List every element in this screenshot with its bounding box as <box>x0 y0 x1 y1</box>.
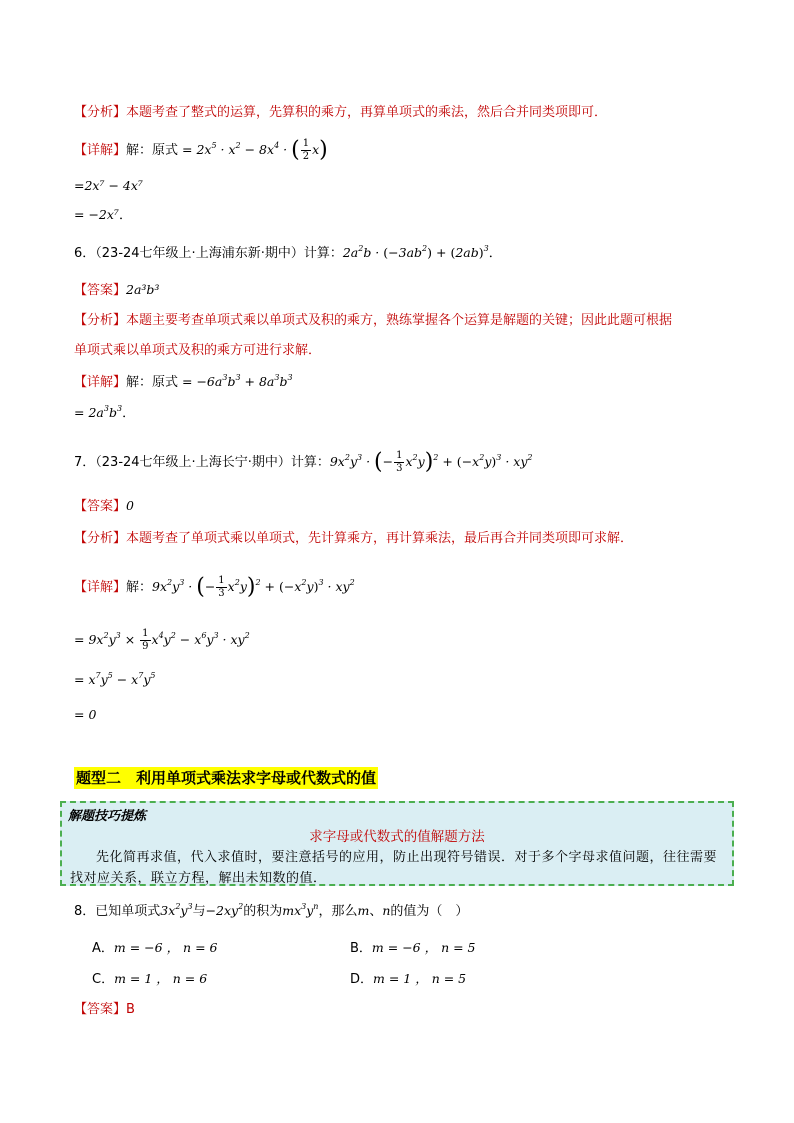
p6-number: 6． <box>74 246 96 261</box>
p7-source: （23-24七年级上·上海长宁·期中）计算： <box>95 455 330 470</box>
p6-detail-prefix: 解：原式 <box>126 375 179 390</box>
analysis-tag: 【分析】 <box>74 313 127 328</box>
tips-box <box>60 801 734 886</box>
p6-analysis-line1 <box>74 312 672 330</box>
answer-tag: 【答案】 <box>74 1002 127 1017</box>
analysis-tag: 【分析】 <box>74 531 127 546</box>
p6-expression: $2a^2b \cdot (-3ab^2) + (2ab)^3$ <box>342 244 489 260</box>
tips-body: 先化简再求值，代入求值时，要注意括号的应用，防止出现符号错误．对于多个字母求值问题，往往需要找对应关系，联立方程，解出未知数的值． <box>70 850 718 886</box>
p5-analysis <box>74 104 607 122</box>
p7-final: = 0 <box>74 707 97 722</box>
p5-expression: = $2x^5 \cdot x^2 - 8x^4$ · ( $\frac{1}{2}$ x) <box>178 137 328 163</box>
p8-question: 8．已知单项式$3x^2y^3$与$-2xy^2$的积为$mx^3y^n$，那么m、n的值为（ ） <box>74 902 469 919</box>
p7-answer-line <box>74 497 134 516</box>
p6-source: （23-24七年级上·上海浦东新·期中）计算： <box>95 246 343 261</box>
p7-answer: 0 <box>126 498 134 513</box>
tips-title: 求字母或代数式的值解题方法 <box>309 829 485 845</box>
p6-detail-expression: = $-6a^3b^3 + 8a^3b^3$ <box>178 373 293 389</box>
answer-tag: 【答案】 <box>74 499 127 514</box>
p5-step2: =2x⁷ − 4x⁷ <box>74 178 143 193</box>
p7-analysis <box>74 530 633 548</box>
p6-detail <box>74 373 293 392</box>
p6-analysis-line2 <box>74 342 321 360</box>
p8-option-a[interactable]: A．m = −6 ， n = 6 <box>92 940 218 956</box>
p7-step2: = $9x^2y^3$ × $\frac{1}{9}$ $x^4y^2 - x^6y^3 \cdot xy^2$ <box>74 628 250 652</box>
p7-analysis-text: 本题考查了单项式乘以单项式，先计算乘方，再计算乘法，最后再合并同类项即可求解． <box>126 531 634 546</box>
p6-answer: 2a³b³ <box>126 282 160 297</box>
p7-question <box>74 450 533 475</box>
section-title: 题型二 利用单项式乘法求字母或代数式的值 <box>76 769 377 787</box>
p5-detail-prefix: 解：原式 <box>126 143 179 158</box>
p7-number: 7． <box>74 455 96 470</box>
p6-analysis-text-2: 单项式乘以单项式及积的乘方可进行求解． <box>74 343 322 358</box>
p8-answer-line <box>74 1001 135 1019</box>
p8-option-c[interactable]: C．m = 1 ， n = 6 <box>92 971 208 987</box>
p8-option-b[interactable]: B．m = −6 ， n = 5 <box>350 940 476 956</box>
p7-detail <box>74 575 355 600</box>
p7-detail-prefix: 解： <box>126 580 153 595</box>
answer-tag: 【答案】 <box>74 283 127 298</box>
tips-heading: 解题技巧提炼 <box>68 809 147 824</box>
analysis-tag: 【分析】 <box>74 105 127 120</box>
detail-tag: 【详解】 <box>74 375 127 390</box>
p8-answer: B <box>126 1002 135 1017</box>
p7-detail-expression: $9x^2y^3$ · (− $\frac{1}{3}$ $x^2y)^2 + (-x^2y)^3 \cdot xy^2$ <box>152 574 355 600</box>
p6-result: = $2a^3b^3$． <box>74 404 136 421</box>
detail-tag: 【详解】 <box>74 580 127 595</box>
p5-analysis-text: 本题考查了整式的运算，先算积的乘方，再算单项式的乘法，然后合并同类项即可． <box>126 105 608 120</box>
p7-step3: = $x^7y^5 - x^7y^5$ <box>74 671 156 687</box>
p5-step3: = −2x⁷． <box>74 207 132 223</box>
p8-option-d[interactable]: D．m = 1 ， n = 5 <box>350 971 467 987</box>
p6-question: 6．（23-24七年级上·上海浦东新·期中）计算：$2a^2b \cdot (-3ab^2) + (2ab)^3$． <box>74 244 502 261</box>
p5-detail <box>74 138 328 163</box>
detail-tag: 【详解】 <box>74 143 127 158</box>
p8-number: 8． <box>74 904 96 919</box>
p6-analysis-text-1: 本题主要考查单项式乘以单项式及积的乘方，熟练掌握各个运算是解题的关键；因此此题可根据 <box>126 313 673 328</box>
p7-expression: $9x^2y^3$ · (− $\frac{1}{3}$ $x^2y)^2 + (-x^2y)^3 \cdot xy^2$ <box>329 449 533 475</box>
p6-answer-line <box>74 281 159 300</box>
